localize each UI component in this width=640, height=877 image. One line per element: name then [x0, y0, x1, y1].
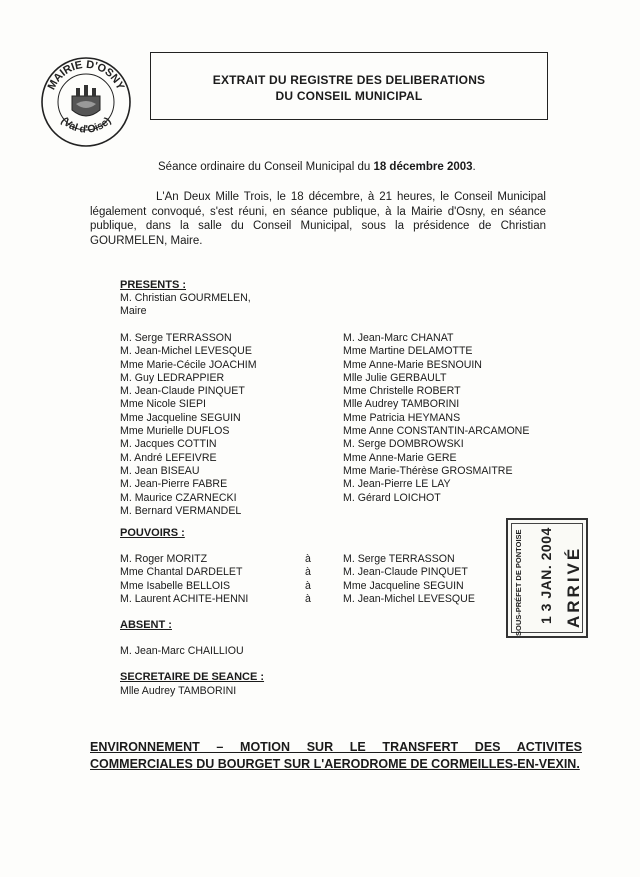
presents-label: PRESENTS : [120, 279, 187, 291]
absent-name: M. Jean-Marc CHAILLIOU [120, 645, 244, 657]
arrival-stamp [506, 518, 588, 638]
list-item: M. Jean BISEAU [120, 464, 200, 477]
list-item: Mme Marie-Cécile JOACHIM [120, 358, 257, 371]
secretaire-label: SECRETAIRE DE SEANCE : [120, 671, 265, 683]
svg-text:(Val d'Oise): (Val d'Oise) [58, 114, 114, 136]
intro-paragraph: L'An Deux Mille Trois, le 18 décembre, à 21 heures, le Conseil Municipal légalement convoqué, s'est réuni, en séance publique, à la Mairie d'Osny, en séance publique, dans la salle du Conseil Municipal, sous la présidence de Christian GOURMELEN, Maire. [90, 191, 546, 247]
secretaire-name: Mlle Audrey TAMBORINI [120, 685, 237, 697]
list-item: Mme Nicole SIEPI [120, 398, 206, 411]
pouvoirs-from-column [120, 553, 248, 606]
document-title-line-1: EXTRAIT DU REGISTRE DES DELIBERATIONS [212, 73, 486, 87]
pouvoirs-to-column [343, 553, 475, 606]
session-date: 18 décembre 2003 [373, 161, 473, 173]
proxy-from: Mme Isabelle BELLOIS [120, 579, 231, 592]
document-title-line-2: DU CONSEIL MUNICIPAL [275, 89, 423, 103]
list-item: M. Maurice CZARNECKI [120, 491, 237, 504]
list-item: Mme Martine DELAMOTTE [343, 345, 473, 358]
list-item: M. Serge DOMBROWSKI [343, 438, 464, 451]
list-item: M. Jean-Michel LEVESQUE [120, 345, 252, 358]
proxy-to: M. Jean-Claude PINQUET [343, 566, 468, 579]
town-seal [38, 52, 134, 148]
list-item: M. André LEFEIVRE [120, 451, 217, 464]
proxy-to: Mme Jacqueline SEGUIN [343, 579, 464, 592]
list-item: Mme Jacqueline SEGUIN [120, 411, 241, 424]
list-item: M. Jean-Pierre LE LAY [343, 478, 451, 491]
proxy-from: M. Laurent ACHITE-HENNI [120, 592, 249, 605]
session-prefix: Séance ordinaire du Conseil Municipal du [158, 161, 374, 173]
list-item: M. Jacques COTTIN [120, 438, 217, 451]
list-item: M. Bernard VERMANDEL [120, 504, 242, 517]
deliberation-subject: ENVIRONNEMENT – MOTION SUR LE TRANSFERT DES ACTIVITES COMMERCIALES DU BOURGET SUR L'AERODROME DE CORMEILLES-EN-VEXIN. [90, 740, 582, 771]
list-item: M. Guy LEDRAPPIER [120, 371, 225, 384]
list-item: Mme Anne-Marie GERE [343, 451, 457, 464]
absent-label: ABSENT : [120, 619, 172, 631]
pouvoirs-arrow-column [305, 553, 311, 606]
proxy-to: M. Jean-Michel LEVESQUE [343, 592, 475, 605]
svg-text:MAIRIE D'OSNY: MAIRIE D'OSNY [45, 58, 127, 92]
list-item: Mme Murielle DUFLOS [120, 425, 230, 438]
pouvoirs-label: POUVOIRS : [120, 527, 185, 539]
proxy-to: M. Serge TERRASSON [343, 553, 455, 565]
list-item: M. Jean-Claude PINQUET [120, 385, 245, 398]
list-item: M. Serge TERRASSON [120, 332, 232, 344]
list-item: Mme Marie-Thérèse GROSMAITRE [343, 464, 513, 477]
proxy-arrow: à [305, 553, 311, 565]
proxy-arrow: à [305, 592, 311, 605]
presents-right-column [343, 332, 529, 505]
proxy-arrow: à [305, 579, 311, 592]
list-item: Mlle Julie GERBAULT [343, 371, 447, 384]
stamp-status: ARRIVÉ [564, 545, 583, 628]
list-item: Mme Patricia HEYMANS [343, 411, 461, 424]
list-item: Mlle Audrey TAMBORINI [343, 398, 460, 411]
proxy-arrow: à [305, 566, 311, 579]
list-item: M. Gérard LOICHOT [343, 491, 441, 504]
stamp-office: SOUS-PRÉFET DE PONTOISE [514, 529, 523, 636]
presents-left-column [120, 332, 257, 518]
list-item: Mme Anne-Marie BESNOUIN [343, 358, 482, 371]
session-suffix: . [472, 161, 476, 173]
list-item: Mme Christelle ROBERT [343, 385, 461, 398]
maire-title: Maire [120, 305, 147, 317]
proxy-from: Mme Chantal DARDELET [120, 566, 243, 579]
session-heading [158, 161, 476, 173]
list-item: Mme Anne CONSTANTIN-ARCAMONE [343, 425, 530, 438]
list-item: M. Jean-Marc CHANAT [343, 332, 454, 344]
list-item: M. Jean-Pierre FABRE [120, 478, 228, 491]
maire-name: M. Christian GOURMELEN, [120, 292, 251, 304]
proxy-from: M. Roger MORITZ [120, 553, 208, 565]
document-title-box [150, 52, 548, 120]
stamp-date: 1 3 JAN. 2004 [538, 527, 554, 624]
town-crest-icon [38, 52, 134, 148]
